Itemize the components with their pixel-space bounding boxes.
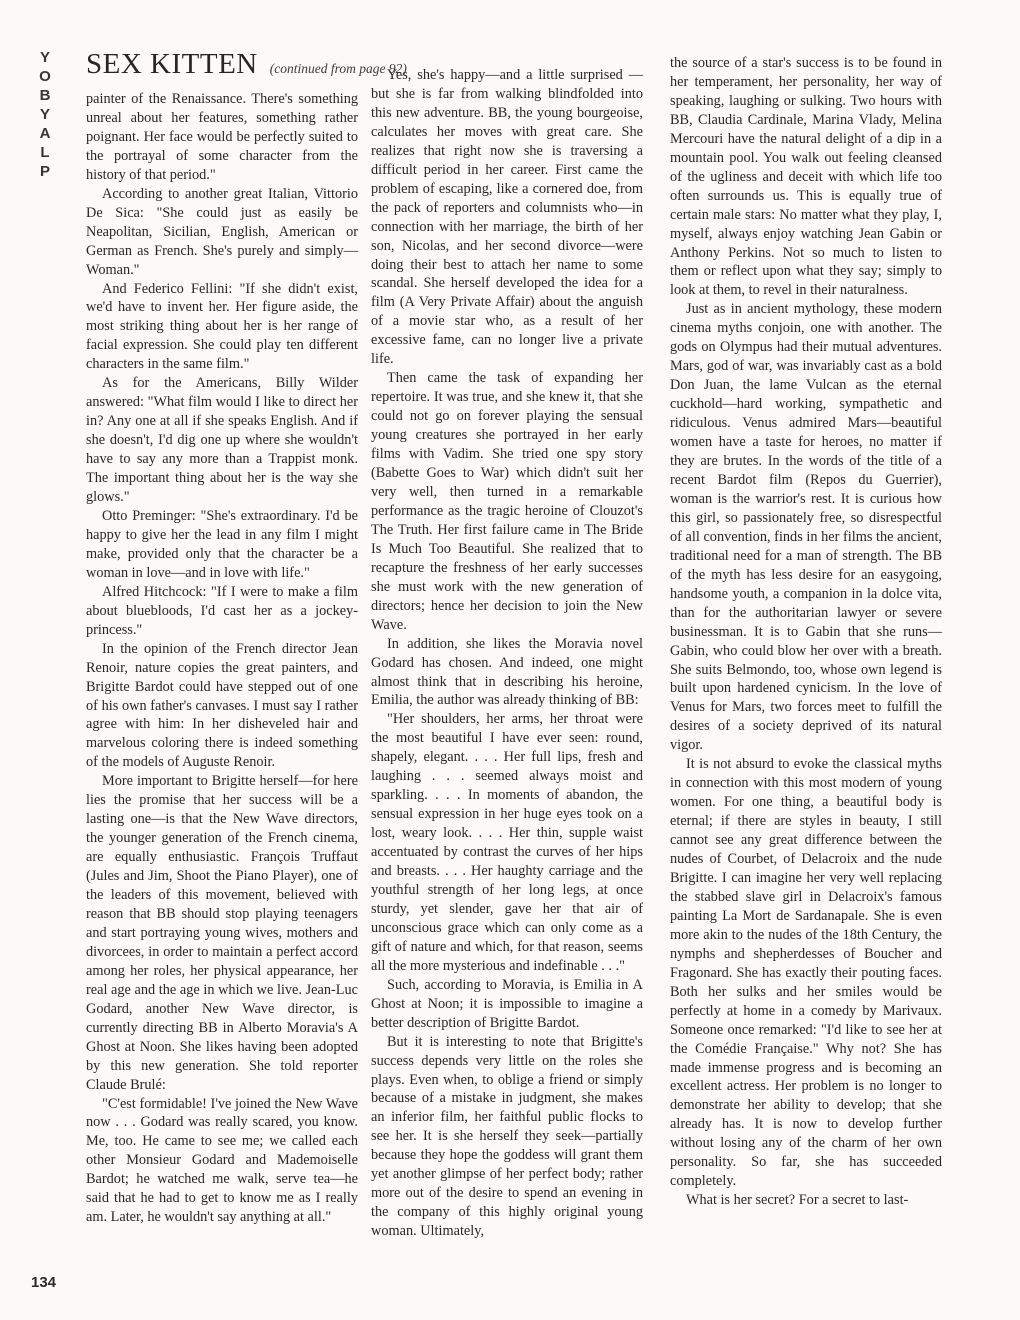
text-column-2 (371, 66, 643, 1241)
paragraph: And Federico Fellini: "If she didn't exist, we'd have to invent her. Her figure aside, the most striking thing about her is her range of facial expression. She could play ten different characters in the same film." (86, 280, 358, 373)
article-header (86, 48, 407, 88)
paragraph: But it is interesting to note that Brigitte's success depends very little on the roles she plays. Even when, to oblige a friend or simply because of a mistake in judgment, she makes an inferior film, her faithful public flocks to see her. It is she herself they seek—partially because they hope the goddess will grant them yet another glimpse of her perfect body; rather more out of the desire to spend an evening in the company of this highly original young woman. Ultimately, (371, 1033, 643, 1240)
masthead-letter: O (39, 68, 51, 85)
masthead-letter: Y (39, 106, 50, 123)
page-number: 134 (31, 1274, 57, 1291)
article-title: SEX KITTEN (86, 48, 258, 80)
masthead-letter: L (40, 144, 50, 161)
paragraph: Alfred Hitchcock: "If I were to make a film about bluebloods, I'd cast her as a jockey-princess." (86, 583, 358, 638)
paragraph: Just as in ancient mythology, these modern cinema myths conjoin, one with another. The gods on Olympus had their mutual adventures. Mars, god of war, was invariably cast as a bold Don Juan, the lame Vulcan as the eternal cuckhold—hard working, sympathetic and ridiculous. Venus admired Mars—beautiful women have a taste for heroes, no matter if they are brutes. In the words of the title of a recent Bardot film (Repos du Guerrier), woman is the warrior's rest. It is curious how this girl, so passionately free, so disrespectful of all convention, finds in her films the ancient, traditional need for a man of strength. The BB of the myth has less desire for an easygoing, handsome youth, a companion in la dolce vita, than for the authoritarian lawyer or severe businessman. It is to Gabin that she runs—Gabin, who could blow her over with a breath. She suits Belmondo, too, whose own legend is built upon hardened cynicism. In the love of Venus for Mars, two forces meet to fulfill the desires of a society deprived of its natural vigor. (670, 301, 942, 754)
paragraph: In addition, she likes the Moravia novel Godard has chosen. And indeed, one might almost think that in describing his heroine, Emilia, the author was already thinking of BB: (371, 635, 643, 709)
paragraph: Yes, she's happy—and a little surprised —but she is far from walking blindfolded into this new adventure. BB, the young bourgeoise, calculates her moves with great care. She realizes that right now she is traversing a difficult period in her career. First came the problem of escaping, like a cornered doe, from the pack of reporters and columnists who—in connection with her marriage, the birth of her son, Nicolas, and her second divorce—were doing their best to attach her name to some scandal. She herself developed the idea for a film (A Very Private Affair) about the anguish of a movie star who, as a result of her excessive fame, can no longer live a private life. (371, 67, 643, 368)
text-column-3 (670, 54, 942, 1210)
text-column-1 (86, 90, 358, 1227)
paragraph: "Her shoulders, her arms, her throat were the most beautiful I have ever seen: round, shapely, elegant. . . . Her full lips, fresh and laughing . . . seemed always moist and sparkling. . . . In moments of abandon, the sensual expression in her huge eyes took on a lost, weary look. . . . Her thin, supple waist accentuated by contrast the curves of her hips and breasts. . . . Her haughty carriage and the youthful strength of her long legs, at once sturdy, yet slender, gave her that air of unconscious grace which can only come as a gift of nature and which, for that reason, seems all the more mysterious and indefinable . . ." (371, 711, 643, 974)
paragraph: In the opinion of the French director Jean Renoir, nature copies the great painters, and Brigitte Bardot could have stepped out of one of his own father's canvases. I must say I rather agree with him: In her disheveled hair and marvelous coloring there is indeed something of the models of Auguste Renoir. (86, 640, 358, 771)
paragraph: According to another great Italian, Vittorio De Sica: "She could just as easily be Neapolitan, Sicilian, English, American or German as French. She's purely and simply—Woman." (86, 185, 358, 278)
masthead-letter: B (39, 87, 51, 104)
paragraph: "C'est formidable! I've joined the New Wave now . . . Godard was really scared, you know. Me, too. He came to see me; we called each other Monsieur Godard and Mademoiselle Bardot; he watched me walk, serve tea—he said that he had to get to know me as I really am. Later, he wouldn't say anything at all." (86, 1095, 358, 1226)
paragraph: Such, according to Moravia, is Emilia in A Ghost at Noon; it is impossible to imagine a better description of Brigitte Bardot. (371, 976, 643, 1031)
paragraph: Then came the task of expanding her repertoire. It was true, and she knew it, that she could not go on forever playing the sensual young creatures she portrayed in her early films with Vadim. She tried one spy story (Babette Goes to War) which didn't suit her very well, then turned in a remarkable performance as the tragic heroine of Clouzot's The Truth. Her first failure came in The Bride Is Much Too Beautiful. She realized that to recapture the freshness of her early successes she must work with the new generation of directors; hence her decision to join the New Wave. (371, 370, 643, 633)
paragraph: It is not absurd to evoke the classical myths in connection with this most modern of young women. For one thing, a beautiful body is eternal; if there are styles in beauty, I still cannot see any great difference between the nudes of Courbet, of Delacroix and the nude Brigitte. I can imagine her very well replacing the stabbed slave girl in Delacroix's famous painting La Mort de Sardanapale. She is even more akin to the nudes of the 18th Century, the nymphs and shepherdesses of Boucher and Fragonard. She has exactly their pouting faces. Both her sulks and her smiles would be perfectly at home in a comedy by Marivaux. Someone once remarked: "I'd like to see her at the Comédie Française." Why not? She has made immense progress and is becoming an excellent actress. Her problem is no longer to demonstrate her ability to develop; that she already has. It is now to develop further without losing any of the charm of her own personality. So far, she has succeeded completely. (670, 756, 942, 1190)
paragraph: painter of the Renaissance. There's something unreal about her features, something rather poignant. Her face would be perfectly suited to the portrayal of some character from the history of that period." (86, 91, 358, 183)
masthead-vertical (35, 48, 55, 181)
paragraph: the source of a star's success is to be found in her temperament, her personality, her way of speaking, laughing or sulking. Two hours with BB, Claudia Cardinale, Marina Vlady, Melina Mercouri have the natural delight of a dip in a mountain pool. You walk out feeling cleansed of the ugliness and deceit with which life too often surrounds us. This is equally true of certain male stars: No matter what they play, I, myself, always enjoy watching Jean Gabin or Anthony Perkins. Not so much to listen to them or reflect upon what they say; simply to look at them, to revel in their naturalness. (670, 55, 942, 299)
paragraph: Otto Preminger: "She's extraordinary. I'd be happy to give her the lead in any film I might make, provided only that the character be a woman in love—and in love with life." (86, 507, 358, 581)
paragraph: As for the Americans, Billy Wilder answered: "What film would I like to direct her in? Any one at all if she speaks English. And if she doesn't, I'd dig one up where she wouldn't have to say any more than a Trappist monk. The important thing about her is the way she glows." (86, 375, 358, 506)
masthead-letter: Y (39, 49, 50, 66)
paragraph: More important to Brigitte herself—for here lies the promise that her success will be a lasting one—is that the New Wave directors, the younger generation of the French cinema, are equally enthusiastic. François Truffaut (Jules and Jim, Shoot the Piano Player), one of the leaders of this movement, believed with reason that BB should stop playing teenagers and start portraying young wives, mothers and divorcees, in order to maintain a perfect accord among her roles, her physical appearance, her real age and the age in which we live. Jean-Luc Godard, another New Wave director, is currently directing BB in Alberto Moravia's A Ghost at Noon. She likes having been adopted by this new generation. She told reporter Claude Brulé: (86, 773, 358, 1093)
masthead-letter: A (39, 125, 51, 142)
paragraph: What is her secret? For a secret to last- (686, 1192, 909, 1209)
masthead-letter: P (39, 163, 50, 180)
continued-note: (continued from page 92) (269, 61, 407, 76)
